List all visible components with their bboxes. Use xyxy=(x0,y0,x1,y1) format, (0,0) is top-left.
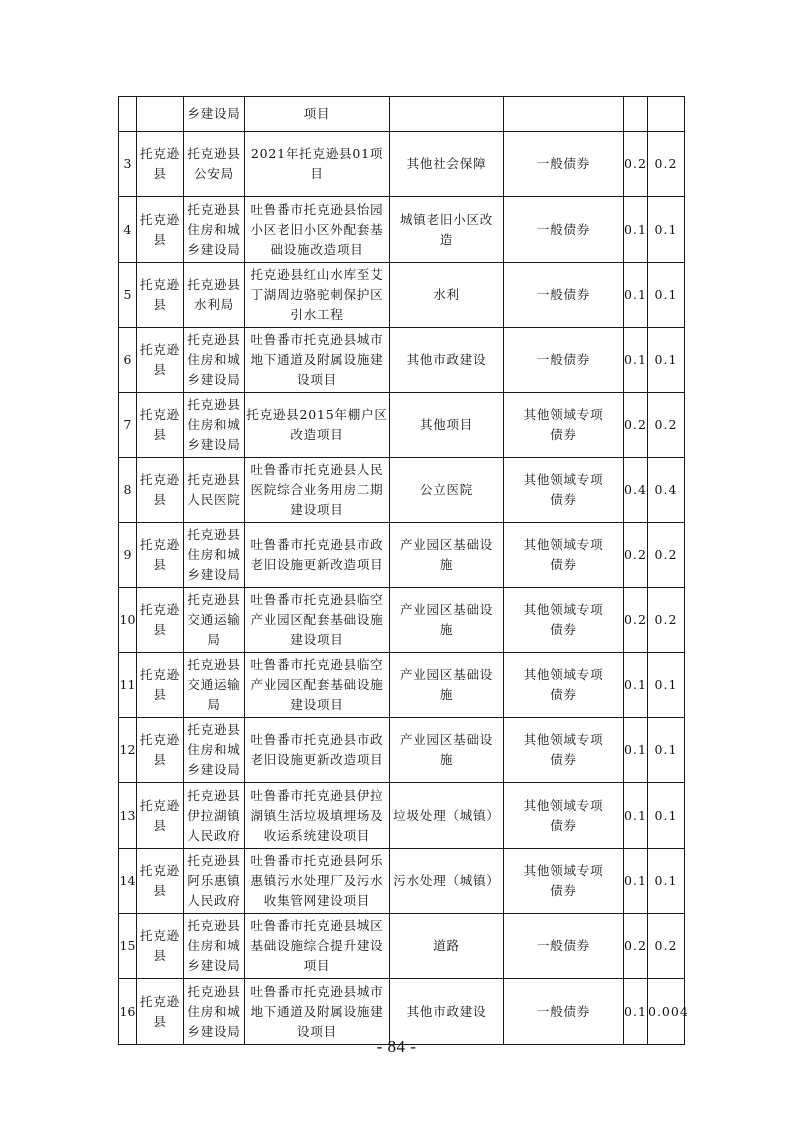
department-cell-text: 托克逊县 住房和城 乡建设局 xyxy=(187,722,241,777)
county-cell-text: 托克逊 县 xyxy=(140,472,180,507)
row-number-text: 8 xyxy=(123,482,132,497)
bond-type-cell xyxy=(504,783,624,849)
project-name-cell-text: 吐鲁番市托克逊县城区 基础设施综合提升建设 项目 xyxy=(250,918,384,973)
project-name-cell xyxy=(245,588,390,653)
bond-type-cell xyxy=(504,393,624,458)
project-name-cell xyxy=(245,523,390,588)
project-name-cell xyxy=(245,653,390,718)
county-cell xyxy=(137,263,184,328)
category-cell xyxy=(390,458,504,523)
row-number-text: 14 xyxy=(119,873,136,888)
amount-issued-cell-text: 0.004 xyxy=(648,1003,689,1019)
project-name-cell-text: 吐鲁番市托克逊县市政 老旧设施更新改造项目 xyxy=(250,537,384,572)
table-row xyxy=(119,849,685,914)
row-number xyxy=(119,914,137,979)
amount-issued-cell xyxy=(648,197,685,263)
amount-cell xyxy=(624,914,648,979)
department-cell-text: 托克逊县 住房和城 乡建设局 xyxy=(187,397,241,452)
county-cell xyxy=(137,914,184,979)
department-cell xyxy=(184,718,245,783)
row-number xyxy=(119,328,137,393)
project-name-cell xyxy=(245,458,390,523)
project-name-cell xyxy=(245,393,390,458)
county-cell xyxy=(137,458,184,523)
category-cell xyxy=(390,653,504,718)
table-row xyxy=(119,132,685,197)
category-cell-text: 水利 xyxy=(433,287,460,302)
category-cell-text: 道路 xyxy=(433,938,460,953)
amount-issued-cell xyxy=(648,783,685,849)
department-cell xyxy=(184,97,245,132)
category-cell-text: 其他社会保障 xyxy=(406,156,487,171)
county-cell xyxy=(137,783,184,849)
amount-issued-cell xyxy=(648,393,685,458)
project-name-cell xyxy=(245,849,390,914)
bond-type-cell-text: 其他领域专项 债券 xyxy=(523,797,604,833)
bond-type-cell xyxy=(504,328,624,393)
amount-cell xyxy=(624,263,648,328)
county-cell xyxy=(137,132,184,197)
county-cell-text: 托克逊 县 xyxy=(140,277,180,312)
department-cell xyxy=(184,653,245,718)
county-cell-text: 托克逊 县 xyxy=(140,797,180,833)
table-row xyxy=(119,523,685,588)
category-cell xyxy=(390,588,504,653)
amount-issued-cell xyxy=(648,263,685,328)
amount-cell-text: 0.1 xyxy=(624,1003,647,1019)
amount-cell xyxy=(624,523,648,588)
bond-type-cell-text: 其他领域专项 债券 xyxy=(523,732,604,767)
row-number-text: 15 xyxy=(119,938,136,953)
project-name-cell-text: 吐鲁番市托克逊县城市 地下通道及附属设施建 设项目 xyxy=(250,983,384,1039)
category-cell-text: 城镇老旧小区改 造 xyxy=(399,211,494,247)
category-cell-text: 其他市政建设 xyxy=(406,352,487,367)
department-cell-text: 托克逊县 阿乐惠镇 人民政府 xyxy=(187,853,241,908)
amount-issued-cell xyxy=(648,458,685,523)
department-cell xyxy=(184,783,245,849)
department-cell-text: 托克逊县 住房和城 乡建设局 xyxy=(187,983,241,1039)
row-number-text: 3 xyxy=(123,156,132,171)
row-number xyxy=(119,979,137,1045)
bond-type-cell-text: 一般债券 xyxy=(536,352,591,367)
department-cell xyxy=(184,458,245,523)
table-row xyxy=(119,97,685,132)
project-name-cell-text: 吐鲁番市托克逊县怡园 小区老旧小区外配套基 础设施改造项目 xyxy=(250,201,384,257)
table-row xyxy=(119,263,685,328)
amount-cell xyxy=(624,97,648,132)
project-name-cell xyxy=(245,197,390,263)
project-name-cell-text: 托克逊县2015年棚户区 改造项目 xyxy=(246,407,388,442)
county-cell-text: 托克逊 县 xyxy=(140,537,180,572)
county-cell-text: 托克逊 县 xyxy=(140,732,180,767)
project-table xyxy=(118,96,689,1045)
bond-type-cell xyxy=(504,263,624,328)
county-cell xyxy=(137,523,184,588)
project-name-cell-text: 2021年托克逊县01项目 xyxy=(250,146,384,181)
department-cell-text: 乡建设局 xyxy=(187,106,241,121)
amount-issued-cell xyxy=(648,132,685,197)
county-cell-text: 托克逊 县 xyxy=(140,863,180,898)
row-number xyxy=(119,849,137,914)
bond-type-cell-text: 其他领域专项 债券 xyxy=(523,667,604,702)
amount-issued-cell-text: 0.2 xyxy=(654,417,678,432)
bond-type-cell xyxy=(504,914,624,979)
row-number-text: 6 xyxy=(123,352,132,367)
project-name-cell xyxy=(245,979,390,1045)
amount-cell xyxy=(624,588,648,653)
amount-issued-cell xyxy=(648,97,685,132)
amount-cell xyxy=(624,653,648,718)
table-row xyxy=(119,653,685,718)
county-cell xyxy=(137,653,184,718)
amount-cell xyxy=(624,328,648,393)
amount-cell-text: 0.2 xyxy=(624,547,647,562)
amount-issued-cell xyxy=(648,328,685,393)
department-cell xyxy=(184,523,245,588)
row-number-text: 12 xyxy=(119,742,136,757)
bond-type-cell xyxy=(504,653,624,718)
row-number-text: 5 xyxy=(123,287,132,302)
bond-type-cell-text: 其他领域专项 债券 xyxy=(523,472,604,507)
department-cell-text: 托克逊县 住房和城 乡建设局 xyxy=(187,918,241,973)
amount-cell-text: 0.1 xyxy=(624,873,647,888)
table-row xyxy=(119,914,685,979)
amount-cell xyxy=(624,783,648,849)
bond-type-cell xyxy=(504,718,624,783)
county-cell xyxy=(137,979,184,1045)
amount-cell-text: 0.1 xyxy=(624,287,647,302)
bond-type-cell xyxy=(504,849,624,914)
amount-issued-cell-text: 0.1 xyxy=(654,677,678,692)
county-cell xyxy=(137,393,184,458)
amount-cell xyxy=(624,458,648,523)
row-number xyxy=(119,197,137,263)
project-name-cell-text: 项目 xyxy=(303,106,331,121)
amount-cell xyxy=(624,718,648,783)
bond-type-cell-text: 其他领域专项 债券 xyxy=(523,863,604,898)
bond-type-cell xyxy=(504,458,624,523)
county-cell xyxy=(137,588,184,653)
department-cell xyxy=(184,132,245,197)
row-number xyxy=(119,718,137,783)
amount-cell-text: 0.2 xyxy=(624,156,647,171)
row-number xyxy=(119,97,137,132)
county-cell xyxy=(137,328,184,393)
bond-type-cell xyxy=(504,197,624,263)
county-cell xyxy=(137,849,184,914)
amount-issued-cell-text: 0.1 xyxy=(654,807,678,823)
county-cell-text: 托克逊 县 xyxy=(140,602,180,637)
department-cell xyxy=(184,393,245,458)
row-number xyxy=(119,393,137,458)
amount-cell-text: 0.1 xyxy=(624,352,647,367)
table-row xyxy=(119,458,685,523)
amount-cell xyxy=(624,393,648,458)
department-cell xyxy=(184,914,245,979)
category-cell xyxy=(390,914,504,979)
amount-cell xyxy=(624,849,648,914)
category-cell xyxy=(390,979,504,1045)
table-row xyxy=(119,588,685,653)
category-cell xyxy=(390,197,504,263)
row-number xyxy=(119,523,137,588)
project-name-cell-text: 吐鲁番市托克逊县城市 地下通道及附属设施建 设项目 xyxy=(250,332,384,387)
amount-issued-cell-text: 0.1 xyxy=(654,287,678,302)
county-cell-text: 托克逊 县 xyxy=(140,928,180,963)
department-cell-text: 托克逊县 伊拉湖镇 人民政府 xyxy=(187,787,241,843)
department-cell xyxy=(184,588,245,653)
county-cell-text: 托克逊 县 xyxy=(140,407,180,442)
amount-cell xyxy=(624,197,648,263)
category-cell xyxy=(390,132,504,197)
project-name-cell xyxy=(245,97,390,132)
project-name-cell-text: 托克逊县红山水库至艾 丁湖周边骆驼刺保护区 引水工程 xyxy=(250,267,384,322)
department-cell xyxy=(184,979,245,1045)
amount-cell-text: 0.1 xyxy=(624,221,647,237)
category-cell-text: 产业园区基础设 施 xyxy=(399,667,494,702)
bond-type-cell-text: 一般债券 xyxy=(536,1003,591,1019)
department-cell-text: 托克逊县 住房和城 乡建设局 xyxy=(187,332,241,387)
category-cell xyxy=(390,523,504,588)
bond-type-cell-text: 一般债券 xyxy=(536,221,591,237)
department-cell-text: 托克逊县 交通运输 局 xyxy=(187,657,241,712)
amount-issued-cell-text: 0.1 xyxy=(654,221,678,237)
project-name-cell xyxy=(245,718,390,783)
table-row xyxy=(119,197,685,263)
table-row xyxy=(119,783,685,849)
project-name-cell-text: 吐鲁番市托克逊县临空 产业园区配套基础设施 建设项目 xyxy=(250,657,384,712)
amount-cell-text: 0.1 xyxy=(624,677,647,692)
department-cell xyxy=(184,849,245,914)
project-name-cell-text: 吐鲁番市托克逊县临空 产业园区配套基础设施 建设项目 xyxy=(250,592,384,647)
category-cell-text: 污水处理（城镇） xyxy=(393,873,500,888)
amount-issued-cell xyxy=(648,914,685,979)
row-number xyxy=(119,783,137,849)
department-cell xyxy=(184,328,245,393)
bond-type-cell-text: 其他领域专项 债券 xyxy=(523,407,604,442)
category-cell-text: 其他市政建设 xyxy=(406,1003,487,1019)
row-number-text: 7 xyxy=(123,417,132,432)
county-cell xyxy=(137,97,184,132)
bond-type-cell-text: 一般债券 xyxy=(536,156,591,171)
page-number: - 84 - xyxy=(376,1037,417,1056)
category-cell-text: 产业园区基础设 施 xyxy=(399,602,494,637)
row-number xyxy=(119,263,137,328)
amount-issued-cell-text: 0.4 xyxy=(654,482,678,497)
amount-issued-cell-text: 0.1 xyxy=(654,352,678,367)
amount-issued-cell xyxy=(648,849,685,914)
amount-issued-cell-text: 0.2 xyxy=(654,938,678,953)
row-number xyxy=(119,653,137,718)
department-cell-text: 托克逊县 公安局 xyxy=(187,146,241,181)
row-number-text: 11 xyxy=(119,677,136,692)
category-cell-text: 垃圾处理（城镇） xyxy=(393,807,500,823)
category-cell xyxy=(390,263,504,328)
department-cell-text: 托克逊县 住房和城 乡建设局 xyxy=(187,527,241,582)
row-number-text: 9 xyxy=(123,547,132,562)
row-number-text: 4 xyxy=(123,221,132,237)
row-number-text: 10 xyxy=(119,612,136,627)
bond-type-cell-text: 一般债券 xyxy=(536,938,591,953)
project-name-cell-text: 吐鲁番市托克逊县市政 老旧设施更新改造项目 xyxy=(250,732,384,767)
county-cell xyxy=(137,197,184,263)
amount-cell-text: 0.2 xyxy=(624,417,647,432)
row-number-text: 13 xyxy=(119,807,136,823)
county-cell-text: 托克逊 县 xyxy=(140,993,180,1029)
project-name-cell xyxy=(245,132,390,197)
row-number xyxy=(119,132,137,197)
department-cell-text: 托克逊县 住房和城 乡建设局 xyxy=(187,201,241,257)
amount-issued-cell xyxy=(648,979,689,1045)
project-name-cell xyxy=(245,783,390,849)
table-row xyxy=(119,979,685,1045)
amount-issued-cell-text: 0.1 xyxy=(654,742,678,757)
category-cell xyxy=(390,97,504,132)
amount-cell xyxy=(624,979,648,1045)
amount-cell-text: 0.2 xyxy=(624,938,647,953)
county-cell-text: 托克逊 县 xyxy=(140,146,180,181)
department-cell xyxy=(184,263,245,328)
bond-type-cell xyxy=(504,97,624,132)
table-row xyxy=(119,718,685,783)
county-cell-text: 托克逊 县 xyxy=(140,211,180,247)
bond-type-cell xyxy=(504,588,624,653)
county-cell-text: 托克逊 县 xyxy=(140,667,180,702)
bond-type-cell-text: 其他领域专项 债券 xyxy=(523,537,604,572)
amount-issued-cell-text: 0.2 xyxy=(654,612,678,627)
category-cell-text: 产业园区基础设 施 xyxy=(399,732,494,767)
amount-issued-cell xyxy=(648,653,685,718)
category-cell-text: 公立医院 xyxy=(419,482,474,497)
amount-cell-text: 0.1 xyxy=(624,807,647,823)
department-cell-text: 托克逊县 水利局 xyxy=(187,277,241,312)
category-cell xyxy=(390,849,504,914)
category-cell xyxy=(390,783,504,849)
project-name-cell xyxy=(245,328,390,393)
amount-cell-text: 0.4 xyxy=(624,482,647,497)
row-number xyxy=(119,458,137,523)
amount-issued-cell xyxy=(648,588,685,653)
bond-type-cell-text: 一般债券 xyxy=(536,287,591,302)
category-cell xyxy=(390,393,504,458)
category-cell xyxy=(390,718,504,783)
table-row xyxy=(119,328,685,393)
bond-type-cell xyxy=(504,979,624,1045)
amount-issued-cell-text: 0.2 xyxy=(654,156,678,171)
county-cell-text: 托克逊 县 xyxy=(140,342,180,377)
project-name-cell xyxy=(245,914,390,979)
county-cell xyxy=(137,718,184,783)
category-cell-text: 产业园区基础设 施 xyxy=(399,537,494,572)
bond-type-cell-text: 其他领域专项 债券 xyxy=(523,602,604,637)
category-cell xyxy=(390,328,504,393)
department-cell xyxy=(184,197,245,263)
category-cell-text: 其他项目 xyxy=(419,417,474,432)
amount-issued-cell-text: 0.2 xyxy=(654,547,678,562)
amount-issued-cell xyxy=(648,718,685,783)
bond-type-cell xyxy=(504,132,624,197)
department-cell-text: 托克逊县 交通运输 局 xyxy=(187,592,241,647)
amount-issued-cell xyxy=(648,523,685,588)
amount-cell xyxy=(624,132,648,197)
amount-cell-text: 0.1 xyxy=(624,742,647,757)
table-row xyxy=(119,393,685,458)
amount-cell-text: 0.2 xyxy=(624,612,647,627)
table-body xyxy=(119,97,689,1045)
project-name-cell-text: 吐鲁番市托克逊县人民 医院综合业务用房二期 建设项目 xyxy=(250,462,384,517)
department-cell-text: 托克逊县 人民医院 xyxy=(187,472,241,507)
bond-type-cell xyxy=(504,523,624,588)
project-name-cell-text: 吐鲁番市托克逊县阿乐 惠镇污水处理厂及污水 收集管网建设项目 xyxy=(250,853,384,908)
row-number xyxy=(119,588,137,653)
project-name-cell xyxy=(245,263,390,328)
row-number-text: 16 xyxy=(119,1003,136,1019)
project-name-cell-text: 吐鲁番市托克逊县伊拉 湖镇生活垃圾填埋场及 收运系统建设项目 xyxy=(250,787,384,843)
amount-issued-cell-text: 0.1 xyxy=(654,873,678,888)
